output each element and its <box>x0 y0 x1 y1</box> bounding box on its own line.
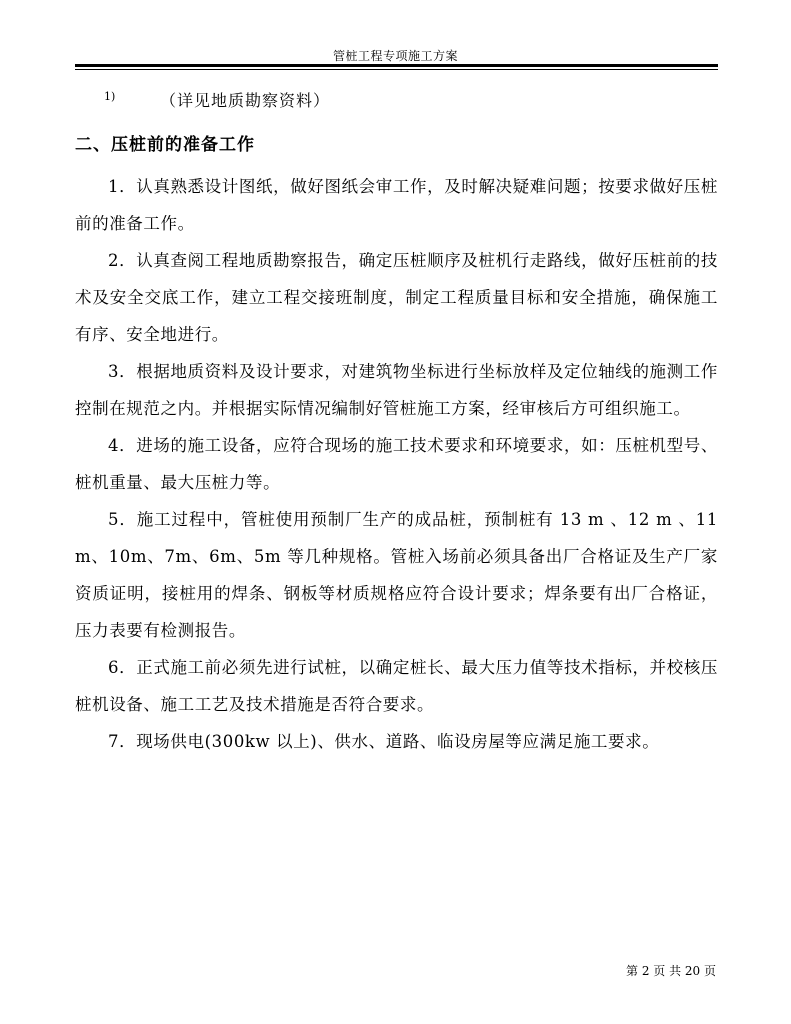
note-number: 1) <box>104 90 116 103</box>
header-title: 管桩工程专项施工方案 <box>332 49 458 63</box>
paragraph-1: 1．认真熟悉设计图纸，做好图纸会审工作，及时解决疑难问题；按要求做好压桩前的准备工作。 <box>75 177 718 233</box>
header-rule-thin <box>75 69 718 70</box>
paragraph-5: 5．施工过程中，管桩使用预制厂生产的成品桩，预制桩有 13 m 、12 m 、11m、10m、7m、6m、5m 等几种规格。管桩入场前必须具备出厂合格证及生产厂家资质证明，接桩用的焊条、钢板等材质规格应符合设计要求；焊条要有出厂合格证，压力表要有检测报告。 <box>75 510 718 640</box>
paragraph-4: 4．进场的施工设备，应符合现场的施工技术要求和环境要求，如：压桩机型号、桩机重量、最大压桩力等。 <box>75 436 718 492</box>
paragraph-6: 6．正式施工前必须先进行试桩，以确定桩长、最大压力值等技术指标，并校核压桩机设备、施工工艺及技术措施是否符合要求。 <box>75 658 718 714</box>
paragraph-2: 2．认真查阅工程地质勘察报告，确定压桩顺序及桩机行走路线，做好压桩前的技术及安全交底工作，建立工程交接班制度，制定工程质量目标和安全措施，确保施工有序、安全地进行。 <box>75 251 718 344</box>
paragraph-3: 3．根据地质资料及设计要求，对建筑物坐标进行坐标放样及定位轴线的施测工作控制在规范之内。并根据实际情况编制好管桩施工方案，经审核后方可组织施工。 <box>75 362 718 418</box>
section-heading: 二、压桩前的准备工作 <box>75 135 255 155</box>
header-rule-thick <box>75 64 718 67</box>
paragraph-7: 7．现场供电(300kw 以上)、供水、道路、临设房屋等应满足施工要求。 <box>108 732 660 751</box>
note-text: （详见地质勘察资料） <box>160 91 331 110</box>
document-body <box>75 168 718 760</box>
note-line <box>104 88 704 108</box>
page-number: 第 2 页 共 20 页 <box>626 964 716 978</box>
